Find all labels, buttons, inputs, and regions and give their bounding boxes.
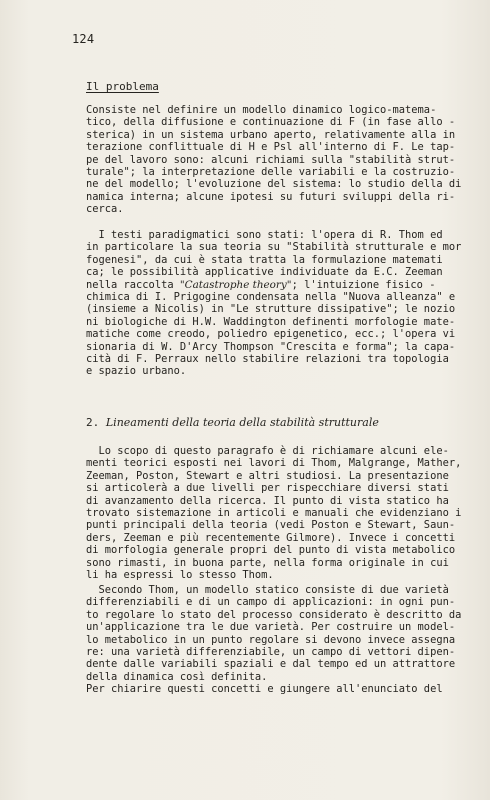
text-line: di morfologia generale propri del punto di vista metabolico (86, 544, 456, 557)
text-line: ders, Zeeman e più recentemente Gilmore). Invece i concetti (86, 531, 456, 544)
text-line: ni biologiche di H.W. Waddington definenti morfologie mate- (86, 315, 456, 328)
text-line: dente dalle variabili spaziali e dal tempo ed un attrattore (86, 658, 456, 671)
text-line: chimica di I. Prigogine condensata nella "Nuova alleanza" e (86, 291, 456, 304)
text-line: namica interna; alcune ipotesi su futuri sviluppi della ri- (86, 190, 456, 203)
text-line: sono rimasti, in buona parte, nella forma originale in cui (86, 556, 449, 569)
text-line: di avanzamento della ricerca. Il punto di vista statico ha (86, 494, 449, 507)
text-line: li ha espressi lo stesso Thom. (86, 569, 274, 582)
text-line: sterica) in un sistema urbano aperto, relativamente alla in (86, 128, 456, 141)
section-heading-problem: Il problema (86, 80, 159, 93)
text-line: cità di F. Perraux nello stabilire relazioni tra topologia (86, 353, 449, 366)
paragraph-paradigmatic-texts (86, 229, 462, 378)
text-line: (insieme a Nicolis) in "Le strutture dissipative"; le nozio (86, 303, 456, 316)
section-number: 2. (86, 416, 100, 429)
book-title: "Catastrophe theory" (179, 278, 292, 291)
text-line: to regolare lo stato del processo considerato è descritto da (86, 608, 462, 621)
text-line: sionaria di W. D'Arcy Thompson "Crescita e forma"; la capa- (86, 340, 456, 353)
text-line: tico, della diffusione e continuazione di F (in fase allo - (86, 116, 456, 129)
text-line: fogenesi", da cui è stata tratta la formulazione matemati (86, 253, 443, 266)
section-title: Lineamenti della teoria della stabilità strutturale (105, 416, 379, 429)
text-line: Secondo Thom, un modello statico consiste di due varietà (86, 584, 449, 596)
text-line: cerca. (86, 203, 124, 216)
text-line: Per chiarire questi concetti e giungere all'enunciato del (86, 683, 443, 696)
text-line: re: una varietà differenziabile, un campo di vettori dipen- (86, 646, 456, 659)
paragraph-scope (86, 445, 462, 582)
text-line: Consiste nel definire un modello dinamico logico-matema- (86, 104, 437, 116)
text-line: e spazio urbano. (86, 365, 187, 378)
paragraph-thom-models (86, 584, 462, 696)
text-line: Lo scopo di questo paragrafo è di richiamare alcuni ele- (86, 445, 449, 457)
text-line: I testi paradigmatici sono stati: l'opera di R. Thom ed (86, 229, 443, 241)
text-line: si articolerà a due livelli per rispecchiare diversi stati (86, 482, 449, 495)
text-line: Zeeman, Poston, Stewart e altri studiosi. La presentazione (86, 469, 449, 482)
text-line: in particolare la sua teoria su "Stabilità strutturale e mor (86, 241, 462, 254)
text-line: lo metabolico in un punto regolare si devono invece assegna (86, 633, 456, 646)
text-line: matiche come creodo, poliedro epigenetico, ecc.; l'opera vi (86, 328, 456, 341)
page-number: 124 (72, 32, 95, 46)
text-line: ca; le possibilità applicative individuate da E.C. Zeeman (86, 266, 443, 279)
text-line: della dinamica così definita. (86, 670, 268, 683)
text-line: un'applicazione tra le due varietà. Per costruire un model- (86, 621, 456, 634)
text-line: trovato sistemazione in articoli e manuali che evidenziano i (86, 507, 462, 520)
section-heading-structural-stability (86, 416, 379, 429)
text-line: pe del lavoro sono: alcuni richiami sulla "stabilità strut- (86, 153, 456, 166)
text-line: turale"; la interpretazione delle variabili e la costruzio- (86, 166, 456, 179)
text-line: nella raccolta "Catastrophe theory"; l'intuizione fisico - (86, 278, 436, 291)
text-line: punti principali della teoria (vedi Poston e Stewart, Saun- (86, 519, 456, 532)
text-line: terazione conflittuale di H e Psl all'interno di F. Le tap- (86, 141, 456, 154)
paragraph-problem-definition (86, 104, 462, 216)
text-line: ne del modello; l'evoluzione del sistema: lo studio della di (86, 178, 462, 191)
text-line: differenziabili e di un campo di applicazioni: in ogni pun- (86, 596, 456, 609)
text-line: menti teorici esposti nei lavori di Thom, Malgrange, Mather, (86, 457, 462, 470)
